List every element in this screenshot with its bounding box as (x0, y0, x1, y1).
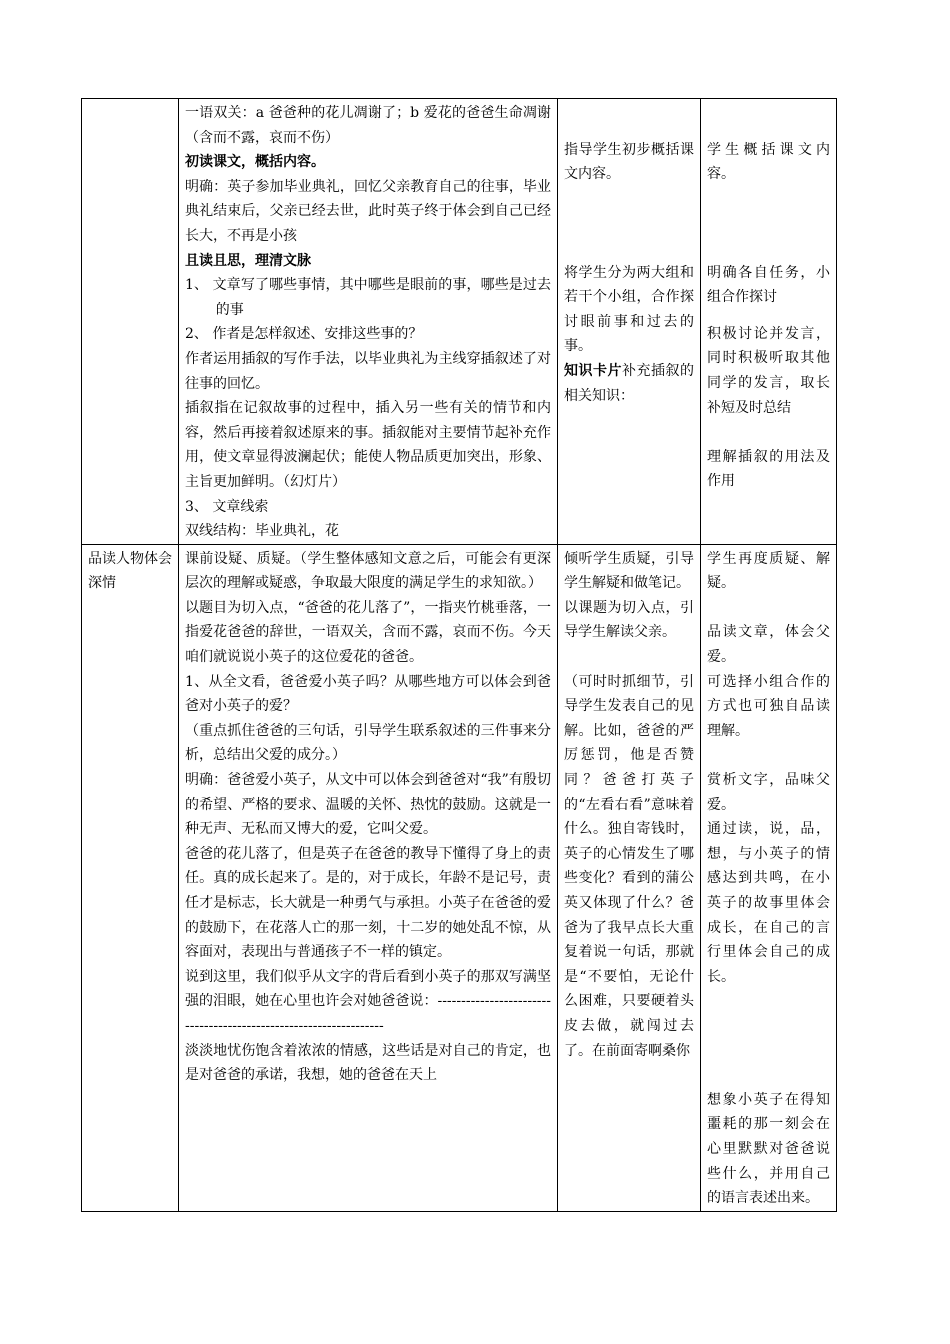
student-activity-text: 学生再度质疑、解疑。 (707, 550, 830, 592)
teacher-activity-text: 知识卡片补充插叙的相关知识： (564, 362, 694, 404)
knowledge-card-label: 知识卡片 (564, 362, 622, 379)
content-paragraph: 明确：英子参加毕业典礼，回忆父亲教育自己的往事，毕业典礼结束后，父亲已经去世，此时英子终于体会到自己已经长大，不再是小孩 (185, 178, 551, 244)
question-item: 2、 作者是怎样叙述、安排这些事的？ (185, 326, 423, 343)
lesson-plan-table (81, 98, 837, 1212)
stage-title: 品读人物体会深情 (88, 550, 172, 592)
student-activity-text: 理解插叙的用法及作用 (707, 448, 830, 490)
student-activity-cell (701, 99, 837, 545)
section-heading: 初读课文，概括内容。 (185, 154, 325, 171)
table-row (82, 99, 837, 545)
student-activity-text: 可选择小组合作的方式也可独自品读理解。 (707, 673, 830, 739)
content-cell (179, 99, 558, 545)
student-activity-cell (701, 544, 837, 1211)
table-row (82, 544, 837, 1211)
content-paragraph: 一语双关：a 爸爸种的花儿凋谢了；b 爱花的爸爸生命凋谢（含而不露，哀而不伤） (185, 105, 551, 146)
content-paragraph: 说到这里，我们似乎从文字的背后看到小英子的那双写满坚强的泪眼，她在心里也许会对她爸爸说：------------------------------------------------------------------ (185, 968, 551, 1034)
teacher-activity-text: 指导学生初步概括课文内容。 (564, 141, 694, 183)
teacher-activity-text: （可时时抓细节，引导学生发表自己的见解。比如，爸爸的严厉惩罚，他是否赞同？爸爸打英子的“左看右看”意味着什么。独自寄钱时，英子的心情发生了哪些变化？看到的蒲公英又体现了什么？爸爸为了我早点长大重复着说一句话，那就是“不要怕，无论什么困难，只要硬着头皮去做，就闯过去了。在前面寄啊桑你 (564, 673, 694, 1059)
teacher-activity-text: 将学生分为两大组和若干个小组，合作探讨眼前事和过去的事。 (564, 264, 694, 355)
student-activity-text: 通过读，说，品，想，与小英子的情感达到共鸣，在小英子的故事里体会成长，在自己的言行里体会自己的成长。 (707, 821, 830, 985)
content-paragraph: 作者运用插叙的写作手法，以毕业典礼为主线穿插叙述了对往事的回忆。 (185, 350, 551, 392)
content-paragraph: 明确：爸爸爱小英子，从文中可以体会到爸爸对“我”有殷切的希望、严格的要求、温暖的关怀、热忱的鼓励。这就是一种无声、无私而又博大的爱，它叫父爱。 (185, 772, 551, 838)
content-paragraph: （重点抓住爸爸的三句话，引导学生联系叙述的三件事来分析，总结出父爱的成分。） (185, 722, 551, 764)
student-activity-text: 明确各自任务，小组合作探讨 (707, 264, 830, 306)
content-paragraph: 课前设疑、质疑。（学生整体感知文意之后，可能会有更深层次的理解或疑惑，争取最大限度的满足学生的求知欲。） (185, 550, 551, 592)
teacher-activity-text: 以课题为切入点，引导学生解读父亲。 (564, 599, 694, 641)
student-activity-text: 赏析文字，品味父爱。 (707, 772, 830, 813)
teacher-activity-cell (558, 544, 701, 1211)
content-paragraph: 双线结构：毕业典礼，花 (185, 523, 339, 540)
stage-cell (82, 99, 179, 545)
content-cell (179, 544, 558, 1211)
stage-cell (82, 544, 179, 1211)
content-paragraph: 爸爸的花儿落了，但是英子在爸爸的教导下懂得了身上的责任。真的成长起来了。是的，对于成长，年龄不是记号，责任才是标志，长大就是一种勇气与承担。小英子在爸爸的爱的鼓励下，在花落人亡的那一刻，十二岁的她处乱不惊，从容面对，表现出与普通孩子不一样的镇定。 (185, 845, 551, 961)
content-paragraph: 淡淡地忧伤饱含着浓浓的情感，这些话是对自己的肯定，也是对爸爸的承诺，我想，她的爸爸在天上 (185, 1042, 551, 1084)
teacher-activity-text: 倾听学生质疑，引导学生解疑和做笔记。 (564, 550, 694, 592)
question-item: 1、从全文看，爸爸爱小英子吗？从哪些地方可以体会到爸爸对小英子的爱？ (185, 673, 551, 715)
student-activity-text: 品读文章，体会父爱。 (707, 624, 830, 666)
section-heading: 且读且思，理清文脉 (185, 252, 311, 269)
teacher-activity-cell (558, 99, 701, 545)
student-activity-text: 学生概括课文内容。 (707, 141, 830, 183)
student-activity-text: 积极讨论并发言，同时积极听取其他同学的发言，取长补短及时总结 (707, 325, 830, 416)
content-paragraph: 插叙指在记叙故事的过程中，插入另一些有关的情节和内容，然后再接着叙述原来的事。插叙能对主要情节起补充作用，使文章显得波澜起伏；能使人物品质更加突出，形象、主旨更加鲜明。（幻灯片） (185, 400, 551, 490)
question-item: 1、 文章写了哪些事情，其中哪些是眼前的事，哪些是过去的事 (185, 277, 551, 318)
student-activity-text: 想象小英子在得知噩耗的那一刻会在心里默默对爸爸说些什么，并用自己的语言表述出来。 (707, 1091, 830, 1207)
content-paragraph: 以题目为切入点，“爸爸的花儿落了”，一指夹竹桃垂落，一指爱花爸爸的辞世，一语双关，含而不露，哀而不伤。今天咱们就说说小英子的这位爱花的爸爸。 (185, 599, 551, 666)
question-item: 3、 文章线索 (185, 498, 269, 515)
